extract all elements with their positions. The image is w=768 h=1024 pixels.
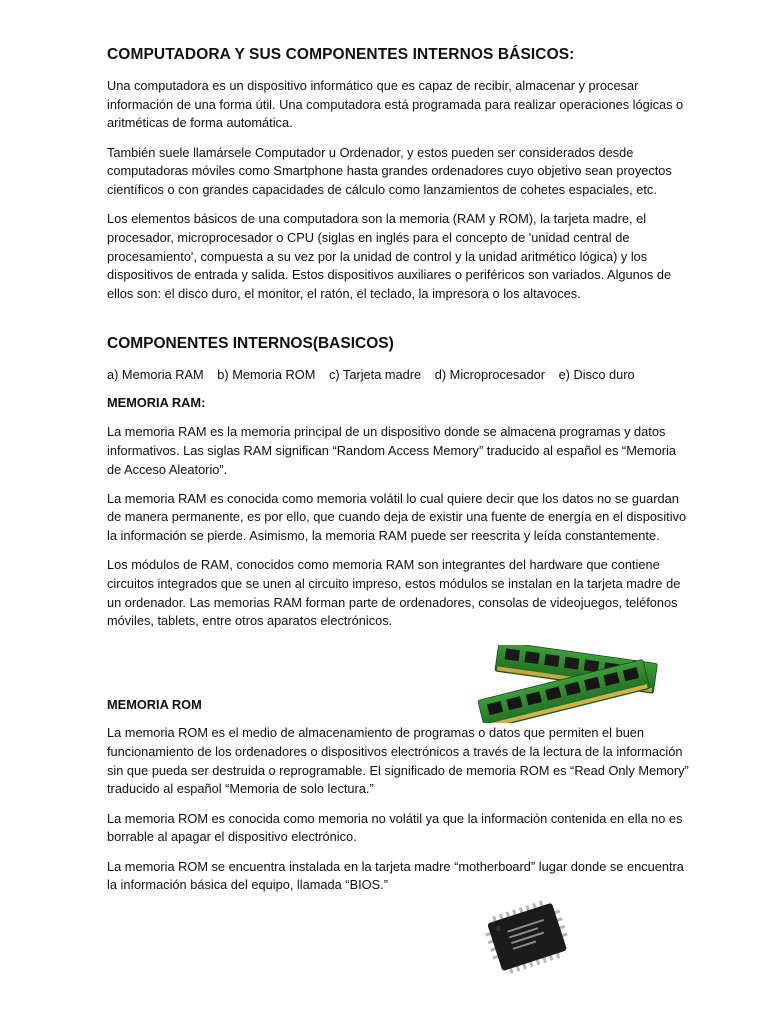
rom-paragraph-1: La memoria ROM es el medio de almacenamiento de programas o datos que permiten el buen funcionamiento de los ordenadores o dispositivos electrónicos a través de la lectura de la información sin que pueda ser destruida o reprogramable. El significado de memoria ROM es “Read Only Memory” traducido al español “Memoria de solo lectura.” — [107, 725, 689, 797]
page-title: COMPUTADORA Y SUS COMPONENTES INTERNOS BÁSICOS: — [107, 46, 575, 63]
list-item: c) Tarjeta madre — [328, 366, 422, 382]
ram-paragraph-3: Los módulos de RAM, conocidos como memoria RAM son integrantes del hardware que contiene circuitos integrados que se unen al circuito impreso, estos módulos se instalan en la tarjeta madre de un ordenador. Las memorias RAM forman parte de ordenadores, consolas de videojuegos, teléfonos móviles, tablets, entre otros aparatos electrónicos. — [107, 557, 681, 629]
intro-paragraph-2: También suele llamársele Computador u Ordenador, y estos pueden ser considerados desde computadoras móviles como Smartphone hasta grandes ordenadores cuyo objetivo sean proyectos científicos o con grandes capacidades de cálculo como lanzamientos de cohetes espaciales, etc. — [107, 144, 672, 198]
intro-paragraph-3: Los elementos básicos de una computadora son la memoria (RAM y ROM), la tarjeta madre, el procesador, microprocesador o CPU (siglas en inglés para el concepto de 'unidad central de procesamiento', compuesta a su vez por la unidad de control y la unidad aritmético lógica) y los dispositivos de entrada y salida. Estos dispositivos auxiliares o periféricos son variados. Algunos de ellos son: el disco duro, el monitor, el ratón, el teclado, la impresora o los altavoces. — [107, 211, 672, 302]
rom-heading: MEMORIA ROM — [107, 696, 202, 712]
rom-paragraph-2: La memoria ROM es conocida como memoria no volátil ya que la información contenida en ella no es borrable al apagar el dispositivo electrónico. — [107, 810, 683, 845]
components-list — [107, 366, 692, 385]
document-page — [107, 46, 692, 906]
ram-paragraph-2: La memoria RAM es conocida como memoria volátil lo cual quiere decir que los datos no se guardan de manera permanente, es por ello, que cuando deja de existir una fuente de energía en el dispositivo la información se pierde. Asimismo, la memoria RAM puede ser reescrita y leída constantemente. — [107, 490, 687, 544]
ram-paragraph-1: La memoria RAM es la memoria principal de un dispositivo donde se almacena programas y datos informativos. Las siglas RAM significan “Random Access Memory” traducido al español es “Memoria de Acceso Aleatorio”. — [107, 424, 676, 477]
ram-modules-image — [473, 645, 659, 723]
ram-heading: MEMORIA RAM: — [107, 395, 206, 411]
components-title: COMPONENTES INTERNOS(BASICOS) — [107, 334, 394, 352]
list-item: d) Microprocesador — [434, 366, 545, 382]
rom-paragraph-3: La memoria ROM se encuentra instalada en la tarjeta madre “motherboard” lugar donde se encuentra la información básica del equipo, llamada “BIOS.” — [107, 858, 684, 893]
rom-chip-image — [478, 898, 583, 974]
intro-paragraph-1: Una computadora es un dispositivo informático que es capaz de recibir, almacenar y procesar información de una forma útil. Una computadora está programada para realizar operaciones lógicas o aritméticas de forma automática. — [107, 78, 684, 131]
list-item: e) Disco duro — [558, 366, 635, 382]
list-item: a) Memoria RAM — [107, 366, 204, 382]
list-item: b) Memoria ROM — [217, 366, 316, 382]
